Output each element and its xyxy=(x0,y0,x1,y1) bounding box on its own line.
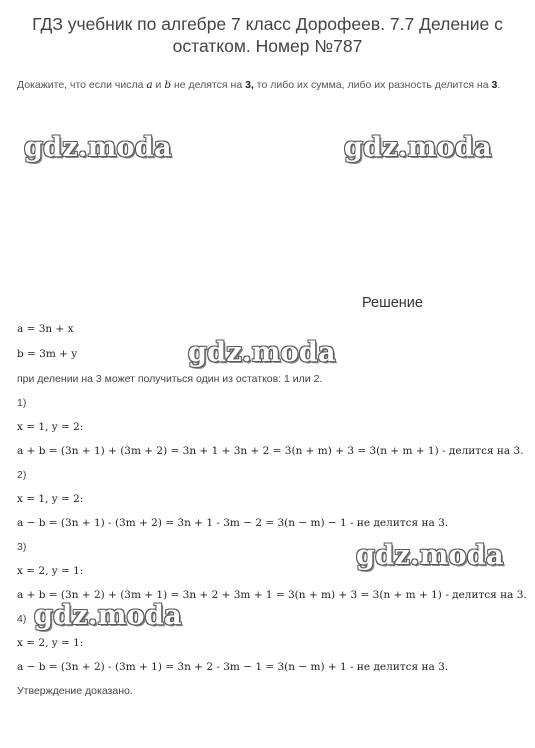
solution-line: x = 2, y = 1: xyxy=(17,565,84,577)
solution-line: 4) xyxy=(17,613,27,625)
solution-line: a + b = (3n + 2) + (3m + 1) = 3n + 2 + 3m + 1 = 3(n + m) + 3 = 3(n + m + 1) - делится на 3. xyxy=(17,589,527,601)
task-var-a: a xyxy=(146,79,153,91)
solution-line: x = 1, y = 2: xyxy=(17,421,84,433)
solution-line: x = 1, y = 2: xyxy=(17,493,84,505)
solution-line: a = 3n + x xyxy=(17,323,74,335)
solution-line: a − b = (3n + 1) - (3m + 2) = 3n + 1 - 3m − 2 = 3(n − m) − 1 - не делится на 3. xyxy=(17,517,449,529)
solution-line: x = 2, y = 1: xyxy=(17,637,84,649)
page-title: ГДЗ учебник по алгебре 7 класс Дорофеев. 7.7 Деление с остатком. Номер №787 xyxy=(32,14,503,56)
watermark-logo: gdz.moda xyxy=(24,132,172,163)
task-text-and: и xyxy=(152,79,165,91)
solution-line: a − b = (3n + 2) - (3m + 1) = 3n + 2 - 3m − 1 = 3(n − m) + 1 - не делится на 3. xyxy=(17,661,449,673)
task-var-b: b xyxy=(164,79,172,91)
solution-line: при делении на 3 может получиться один из остатков: 1 или 2. xyxy=(17,373,323,385)
solution-line: b = 3m + y xyxy=(17,348,78,360)
solution-line: Утверждение доказано. xyxy=(17,685,133,697)
task-number-three-end: 3 xyxy=(491,79,498,91)
watermark-logo: gdz.moda xyxy=(344,132,492,163)
solution-heading: Решение xyxy=(362,295,423,311)
task-statement xyxy=(17,78,527,92)
solution-line: a + b = (3n + 1) + (3m + 2) = 3n + 1 + 3n + 2 = 3(n + m) + 3 = 3(n + m + 1) - делится на 3. xyxy=(17,445,524,457)
solution-line: 3) xyxy=(17,541,27,553)
task-dot: . xyxy=(497,79,501,91)
task-number-three: 3, xyxy=(245,79,254,91)
solution-line: 2) xyxy=(17,469,27,481)
solution-line: 1) xyxy=(17,397,27,409)
watermark-logo: gdz.moda xyxy=(34,600,182,631)
watermark-logo: gdz.moda xyxy=(188,337,336,368)
task-text-3: то либо их сумма, либо их разность делится на xyxy=(253,79,492,91)
watermark-logo: gdz.moda xyxy=(356,540,504,571)
task-text-2: не делятся на xyxy=(171,79,246,91)
task-text-1: Докажите, что если числа xyxy=(17,79,147,91)
